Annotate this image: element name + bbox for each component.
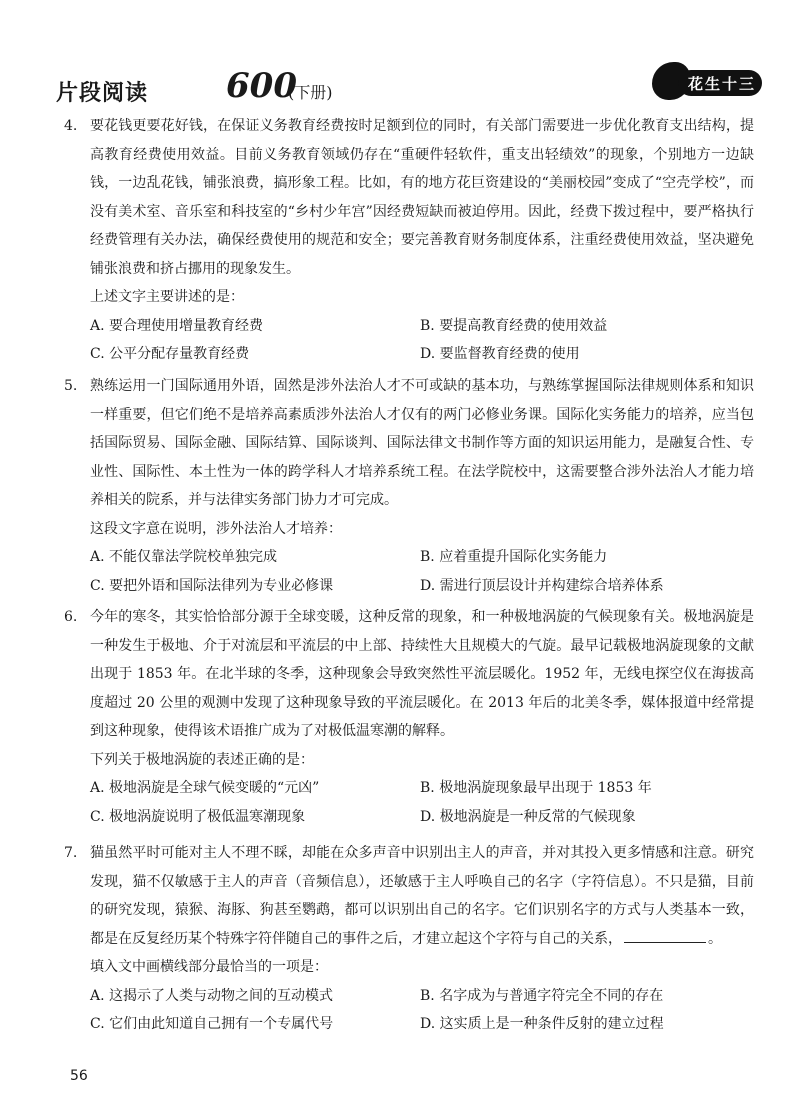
question-passage: 今年的寒冬，其实恰恰部分源于全球变暖，这种反常的现象，和一种极地涡旋的气候现象有关。极地涡旋是一种发生于极地、介于对流层和平流层的中上部、持续性大且规模大的气旋。最早记载极地涡旋现象的文献出现于 1853 年。在北半球的冬季，这种现象会导致突然性平流层暖化。1952 年，无线电探空仪在海拔高度超过 20 公里的观测中发现了这种现象导致的平流层暖化。在 2013 年后的北美冬季，媒体报道中经常提到这种现象，使得该术语推广成为了对极低温寒潮的解释。 (90, 609, 754, 739)
question-prompt: 填入文中画横线部分最恰当的一项是： (90, 959, 328, 975)
option-c[interactable]: C. 极地涡旋说明了极低温寒潮现象 (90, 808, 306, 825)
option-d[interactable]: D. 需进行顶层设计并构建综合培养体系 (420, 577, 664, 594)
option-b[interactable]: B. 要提高教育经费的使用效益 (420, 317, 608, 334)
question-number: 5. (64, 378, 78, 394)
book-number: 600 (226, 66, 297, 106)
author-badge (652, 58, 762, 102)
option-list (90, 982, 754, 1039)
question-4 (64, 112, 754, 369)
option-b[interactable]: B. 应着重提升国际化实务能力 (420, 549, 608, 565)
option-list (90, 543, 754, 600)
question-passage: 熟练运用一门国际通用外语，固然是涉外法治人才不可或缺的基本功，与熟练掌握国际法律规则体系和知识一样重要，但它们绝不是培养高素质涉外法治人才仅有的两门必修业务课。国际化实务能力的培养，应当包括国际贸易、国际金融、国际结算、国际谈判、国际法律文书制作等方面的知识运用能力，是融复合性、专业性、国际性、本土性为一体的跨学科人才培养系统工程。在法学院校中，这需要整合涉外法治人才能力培养相关的院系，并与法律实务部门协力才可完成。 (90, 378, 754, 508)
option-a[interactable]: A. 不能仅靠法学院校单独完成 (90, 549, 278, 565)
question-prompt: 下列关于极地涡旋的表述正确的是： (90, 751, 314, 768)
option-d[interactable]: D. 这实质上是一种条件反射的建立过程 (420, 1016, 664, 1032)
question-passage (90, 839, 754, 953)
fill-blank (624, 928, 706, 943)
question-prompt: 这段文字意在说明，涉外法治人才培养： (90, 520, 342, 537)
question-number: 4. (64, 118, 78, 134)
option-c[interactable]: C. 它们由此知道自己拥有一个专属代号 (90, 1016, 334, 1032)
passage-text: 猫虽然平时可能对主人不理不睬，却能在众多声音中识别出主人的声音，并对其投入更多情感和注意。研究发现，猫不仅敏感于主人的声音（音频信息），还敏感于主人呼唤自己的名字（字符信息）。不只是猫，目前的研究发现，猿猴、海豚、狗甚至鹦鹉，都可以识别出自己的名字。它们识别名字的方式与人类基本一致，都是在反复经历某个特殊字符伴随自己的事件之后，才建立起这个字符与自己的关系， (90, 845, 754, 947)
option-list (90, 312, 754, 369)
option-b[interactable]: B. 极地涡旋现象最早出现于 1853 年 (420, 780, 652, 796)
option-d[interactable]: D. 极地涡旋是一种反常的气候现象 (420, 808, 636, 825)
option-list (90, 774, 754, 831)
book-volume: (下册) (288, 83, 333, 102)
option-a[interactable]: A. 要合理使用增量教育经费 (90, 317, 264, 334)
passage-end: 。 (708, 930, 722, 947)
option-c[interactable]: C. 要把外语和国际法律列为专业必修课 (90, 577, 334, 594)
page-header (56, 68, 756, 108)
option-d[interactable]: D. 要监督教育经费的使用 (420, 346, 580, 362)
question-5 (64, 372, 754, 600)
option-c[interactable]: C. 公平分配存量教育经费 (90, 346, 250, 362)
question-7 (64, 839, 754, 1039)
option-a[interactable]: A. 这揭示了人类与动物之间的互动模式 (90, 987, 334, 1004)
question-6 (64, 603, 754, 831)
option-b[interactable]: B. 名字成为与普通字符完全不同的存在 (420, 987, 664, 1004)
badge-label: 花生十三 (687, 75, 756, 93)
page-number: 56 (70, 1068, 88, 1084)
question-prompt: 上述文字主要讲述的是： (90, 289, 244, 305)
book-title: 片段阅读 (56, 80, 149, 106)
question-passage: 要花钱更要花好钱，在保证义务教育经费按时足额到位的同时，有关部门需要进一步优化教育支出结构，提高教育经费使用效益。目前义务教育领域仍存在“重硬件轻软件，重支出轻绩效”的现象，个别地方一边缺钱，一边乱花钱，铺张浪费，搞形象工程。比如，有的地方花巨资建设的“美丽校园”变成了“空壳学校”，而没有美术室、音乐室和科技室的“乡村少年宫”因经费短缺而被迫停用。因此，经费下拨过程中，要严格执行经费管理有关办法，确保经费使用的规范和安全；要完善教育财务制度体系，注重经费使用效益，坚决避免铺张浪费和挤占挪用的现象发生。 (90, 118, 754, 277)
question-number: 6. (64, 609, 78, 625)
question-number: 7. (64, 845, 78, 861)
option-a[interactable]: A. 极地涡旋是全球气候变暖的“元凶” (90, 780, 320, 796)
